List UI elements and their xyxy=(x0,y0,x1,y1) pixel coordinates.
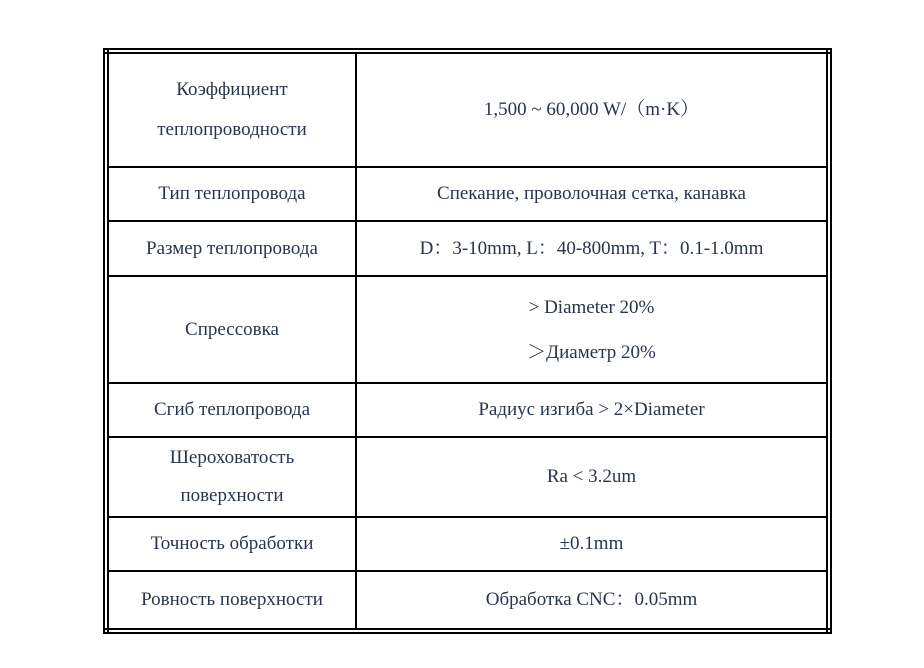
spec-label-cell xyxy=(106,221,356,276)
spec-value-line: Обработка CNC：0.05mm xyxy=(485,589,698,610)
spec-table xyxy=(103,48,832,634)
table-row xyxy=(106,221,829,276)
spec-value-cell xyxy=(356,276,829,383)
spec-value-line: ＞Диаметр 20% xyxy=(527,341,656,363)
spec-label-line: Размер теплопровода xyxy=(146,237,318,259)
spec-label-line: Спрессовка xyxy=(185,318,279,340)
spec-label-line: Точность обработки xyxy=(150,533,314,554)
spec-value-line: ±0.1mm xyxy=(559,533,624,554)
spec-label-line: Коэффициент xyxy=(176,79,288,100)
spec-label-cell xyxy=(106,383,356,437)
table-row xyxy=(106,276,829,383)
spec-label-cell xyxy=(106,51,356,167)
spec-value-cell xyxy=(356,383,829,437)
spec-value-line: 1,500 ~ 60,000 W/（m·K） xyxy=(483,99,700,120)
table-row xyxy=(106,571,829,631)
table-row xyxy=(106,383,829,437)
spec-value-line: D：3-10mm, L：40-800mm, T：0.1-1.0mm xyxy=(419,237,764,259)
spec-label-cell xyxy=(106,437,356,517)
spec-value-cell xyxy=(356,221,829,276)
spec-value-cell xyxy=(356,517,829,571)
spec-value-cell xyxy=(356,167,829,221)
spec-value-line: Спекание, проволочная сетка, канавка xyxy=(437,183,746,204)
spec-label-line: Шероховатость xyxy=(169,447,295,468)
spec-value-line: > Diameter 20% xyxy=(528,296,655,318)
spec-value-line: Ra < 3.2um xyxy=(546,466,637,487)
table-row xyxy=(106,517,829,571)
spec-label-line: Сгиб теплопровода xyxy=(154,399,310,420)
spec-table-body xyxy=(106,51,829,631)
spec-label-line: Тип теплопровода xyxy=(158,183,306,204)
table-row xyxy=(106,167,829,221)
spec-value-cell xyxy=(356,437,829,517)
spec-label-line: Ровность поверхности xyxy=(141,589,323,610)
spec-label-cell xyxy=(106,571,356,631)
spec-value-cell xyxy=(356,51,829,167)
spec-label-line: теплопроводности xyxy=(157,119,307,140)
spec-value-line: Радиус изгиба > 2×Diameter xyxy=(478,399,705,420)
spec-label-line: поверхности xyxy=(180,485,284,506)
table-row xyxy=(106,437,829,517)
spec-value-cell xyxy=(356,571,829,631)
spec-label-cell xyxy=(106,167,356,221)
spec-label-cell xyxy=(106,276,356,383)
table-row xyxy=(106,51,829,167)
spec-label-cell xyxy=(106,517,356,571)
